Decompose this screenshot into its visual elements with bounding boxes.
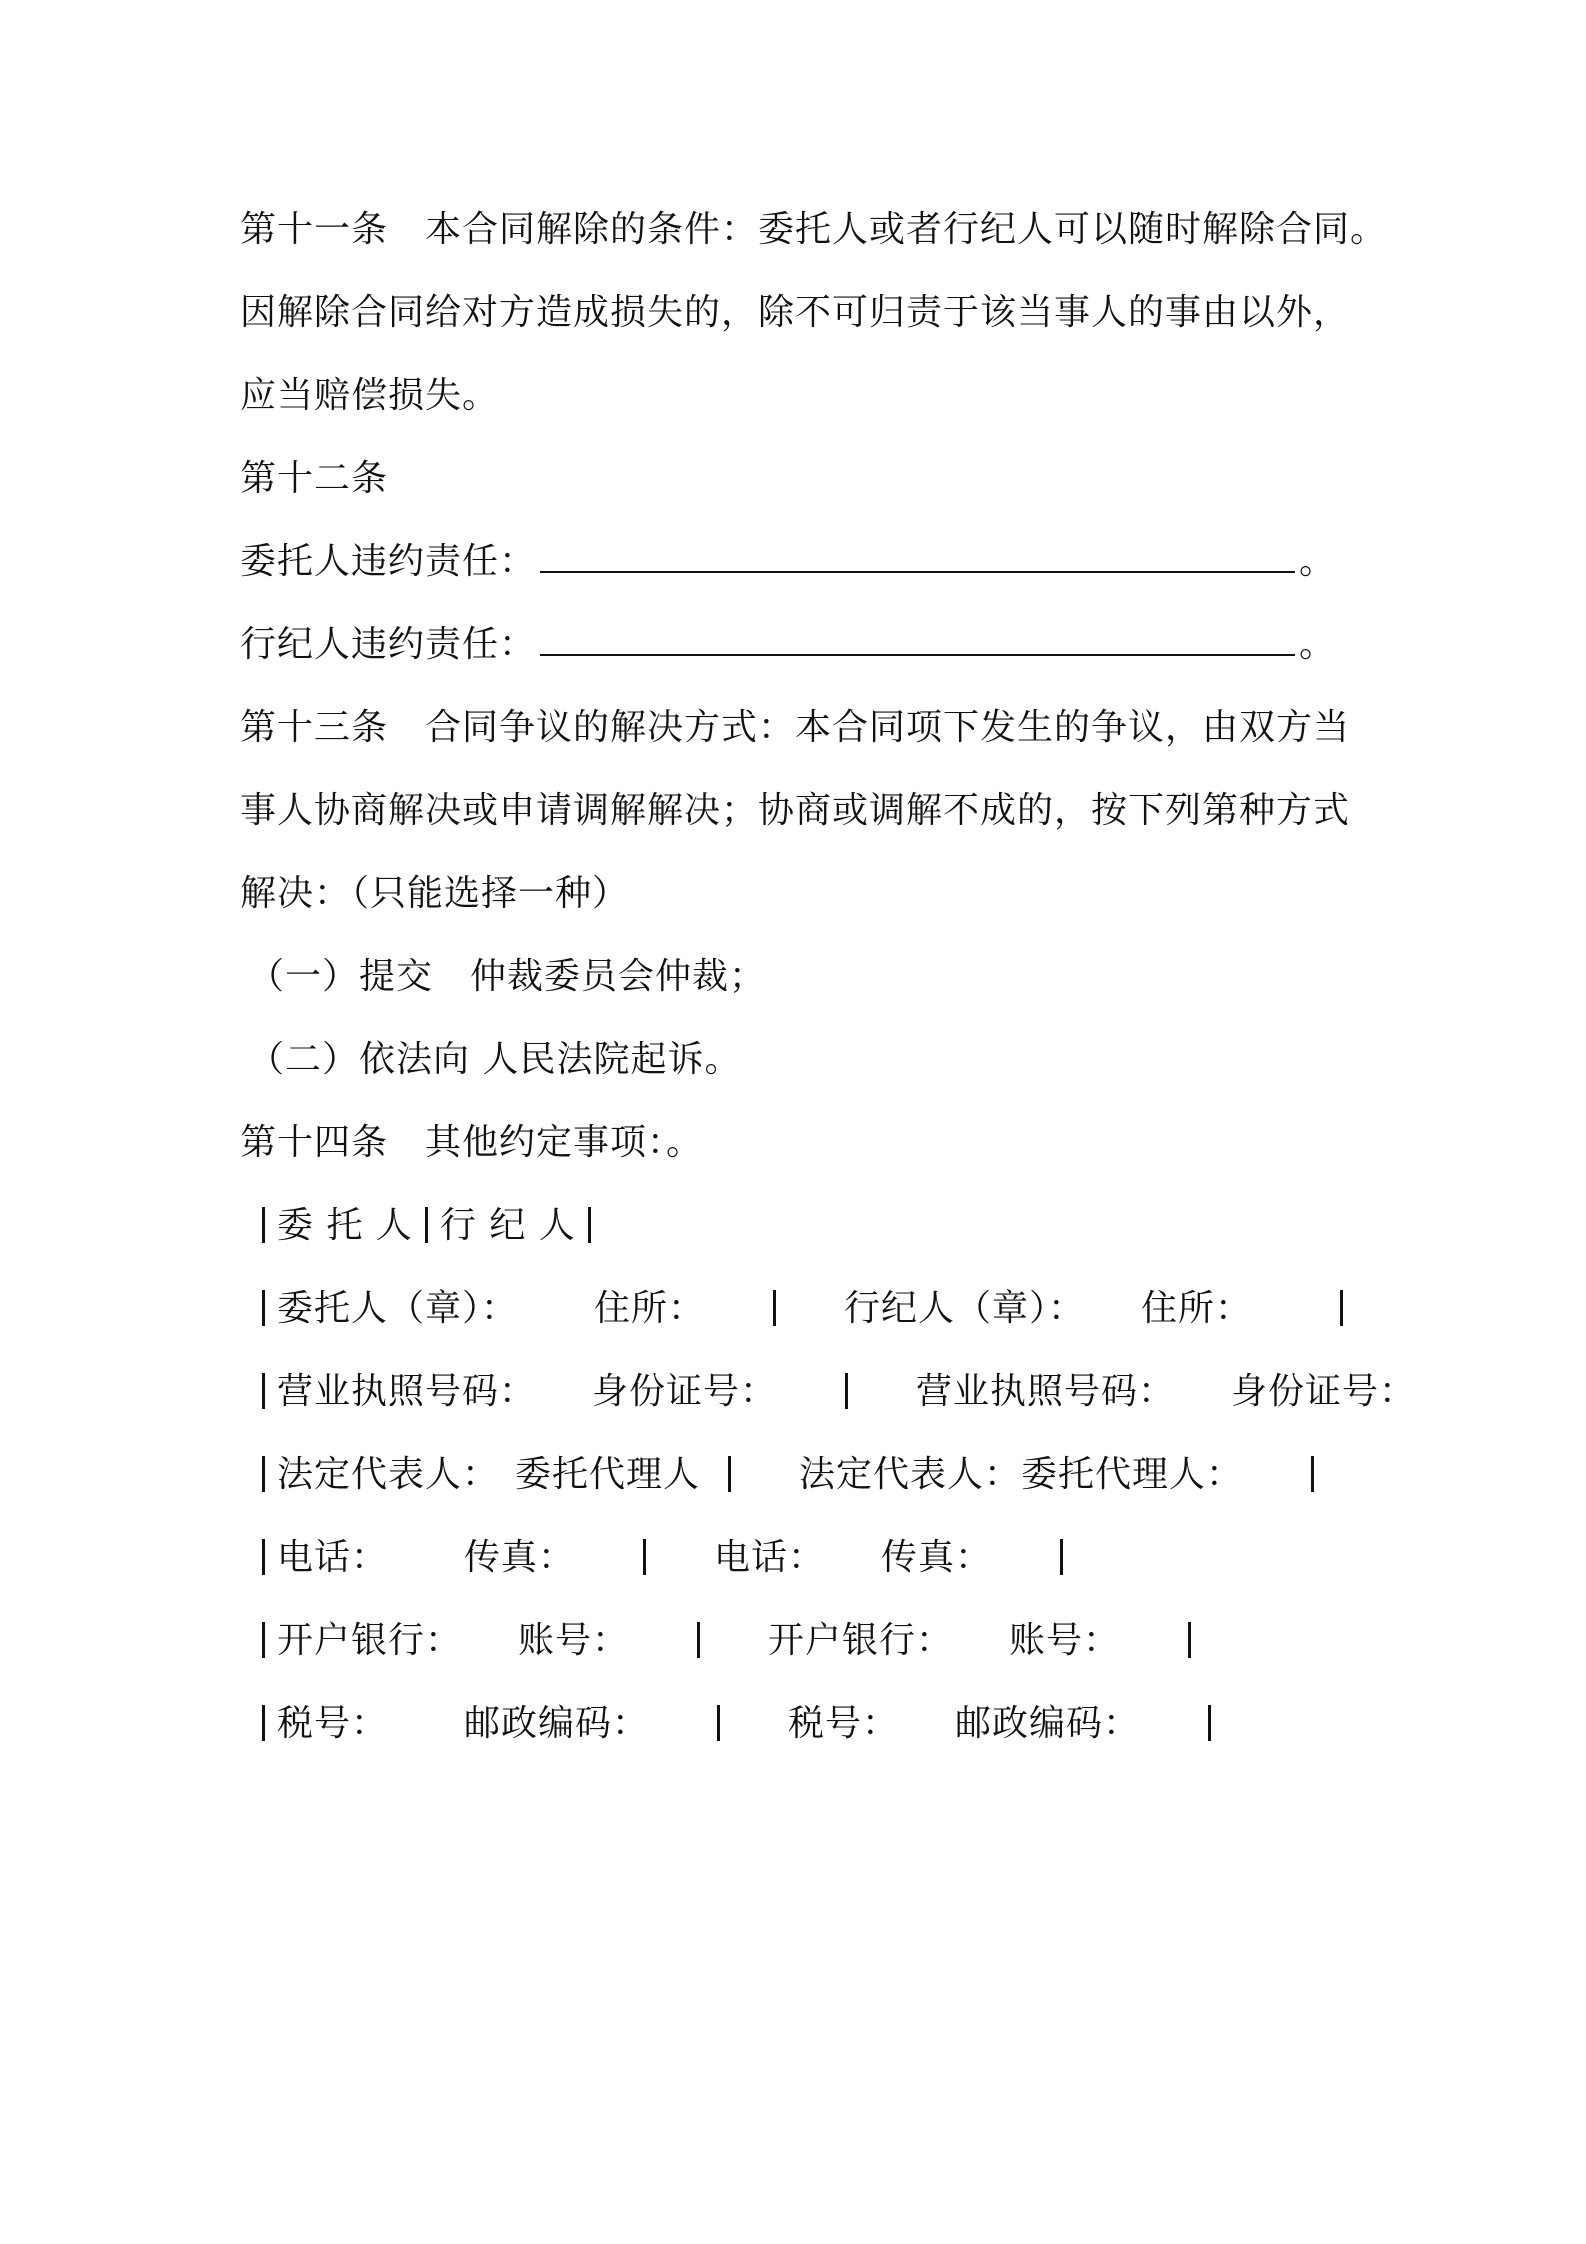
client-tax-label: 税号： (277, 1703, 389, 1744)
broker-liability-label: 行纪人违约责任： (240, 624, 537, 665)
table-border (262, 1207, 265, 1243)
article-12-heading: 第十二条 (240, 458, 389, 499)
broker-liability-row (240, 620, 1336, 670)
table-border (1188, 1622, 1191, 1658)
broker-address-label: 住所： (1141, 1288, 1253, 1329)
broker-seal-label: 行纪人（章）： (844, 1288, 1086, 1329)
article-13-line-2: 事人协商解决或申请调解解决；协商或调解不成的，按下列第种方式 (240, 790, 1351, 831)
table-border (1208, 1705, 1211, 1741)
client-id-label: 身份证号： (592, 1371, 778, 1412)
broker-legal-rep-label: 法定代表人： (799, 1454, 1022, 1495)
broker-bank-label: 开户银行： (768, 1620, 954, 1661)
broker-agent-label: 委托代理人： (1021, 1454, 1244, 1495)
table-border (1060, 1539, 1063, 1575)
table-border (845, 1373, 848, 1409)
broker-fax-label: 传真： (881, 1537, 993, 1578)
table-border (717, 1705, 720, 1741)
client-bank-label: 开户银行： (277, 1620, 463, 1661)
broker-liability-end: 。 (1299, 624, 1337, 665)
table-border (1340, 1290, 1343, 1326)
table-border (728, 1456, 731, 1492)
client-liability-label: 委托人违约责任： (240, 541, 537, 582)
table-border (697, 1622, 700, 1658)
arbitration-option: （一）提交 仲裁委员会仲裁； (248, 956, 767, 997)
table-border (773, 1290, 776, 1326)
client-address-label: 住所： (594, 1288, 706, 1329)
client-postcode-label: 邮政编码： (464, 1703, 650, 1744)
broker-license-label: 营业执照号码： (916, 1371, 1176, 1412)
broker-postcode-label: 邮政编码： (955, 1703, 1141, 1744)
table-border (425, 1207, 428, 1243)
table-border (262, 1539, 265, 1575)
signature-row (250, 1450, 1326, 1500)
client-fax-label: 传真： (464, 1537, 576, 1578)
article-11-line-1: 第十一条 本合同解除的条件：委托人或者行纪人可以随时解除合同。 (240, 209, 1388, 250)
article-14-line: 第十四条 其他约定事项：。 (240, 1122, 704, 1163)
article-13-line-3: 解决：（只能选择一种） (240, 873, 630, 914)
broker-account-label: 账号： (1009, 1620, 1121, 1661)
broker-liability-blank (540, 626, 1295, 656)
signature-table-header (250, 1201, 603, 1251)
signature-row (250, 1699, 1223, 1749)
client-liability-end: 。 (1299, 541, 1337, 582)
signature-row (250, 1533, 1075, 1583)
table-border (262, 1456, 265, 1492)
client-liability-blank (540, 543, 1295, 573)
signature-row (250, 1367, 1416, 1417)
header-broker: 行 纪 人 (439, 1205, 576, 1246)
article-13-line-1: 第十三条 合同争议的解决方式：本合同项下发生的争议，由双方当 (240, 707, 1351, 748)
client-phone-label: 电话： (277, 1537, 389, 1578)
article-11-line-3: 应当赔偿损失。 (240, 375, 500, 416)
client-legal-rep-label: 法定代表人： (277, 1454, 500, 1495)
article-11-line-2: 因解除合同给对方造成损失的，除不可归责于该当事人的事由以外， (240, 292, 1351, 333)
litigation-option: （二）依法向 人民法院起诉。 (248, 1039, 742, 1080)
table-border (262, 1705, 265, 1741)
table-border (262, 1622, 265, 1658)
client-account-label: 账号： (518, 1620, 630, 1661)
client-license-label: 营业执照号码： (277, 1371, 537, 1412)
table-border (1311, 1456, 1314, 1492)
client-liability-row (240, 537, 1336, 587)
signature-row (250, 1616, 1203, 1666)
client-agent-label: 委托代理人 (515, 1454, 701, 1495)
signature-row (250, 1284, 1355, 1334)
table-border (588, 1207, 591, 1243)
broker-id-label: 身份证号： (1231, 1371, 1417, 1412)
broker-phone-label: 电话： (714, 1537, 826, 1578)
broker-tax-label: 税号： (788, 1703, 900, 1744)
table-border (643, 1539, 646, 1575)
table-border (262, 1373, 265, 1409)
client-seal-label: 委托人（章）： (277, 1288, 519, 1329)
table-border (262, 1290, 265, 1326)
header-client: 委 托 人 (277, 1205, 413, 1246)
